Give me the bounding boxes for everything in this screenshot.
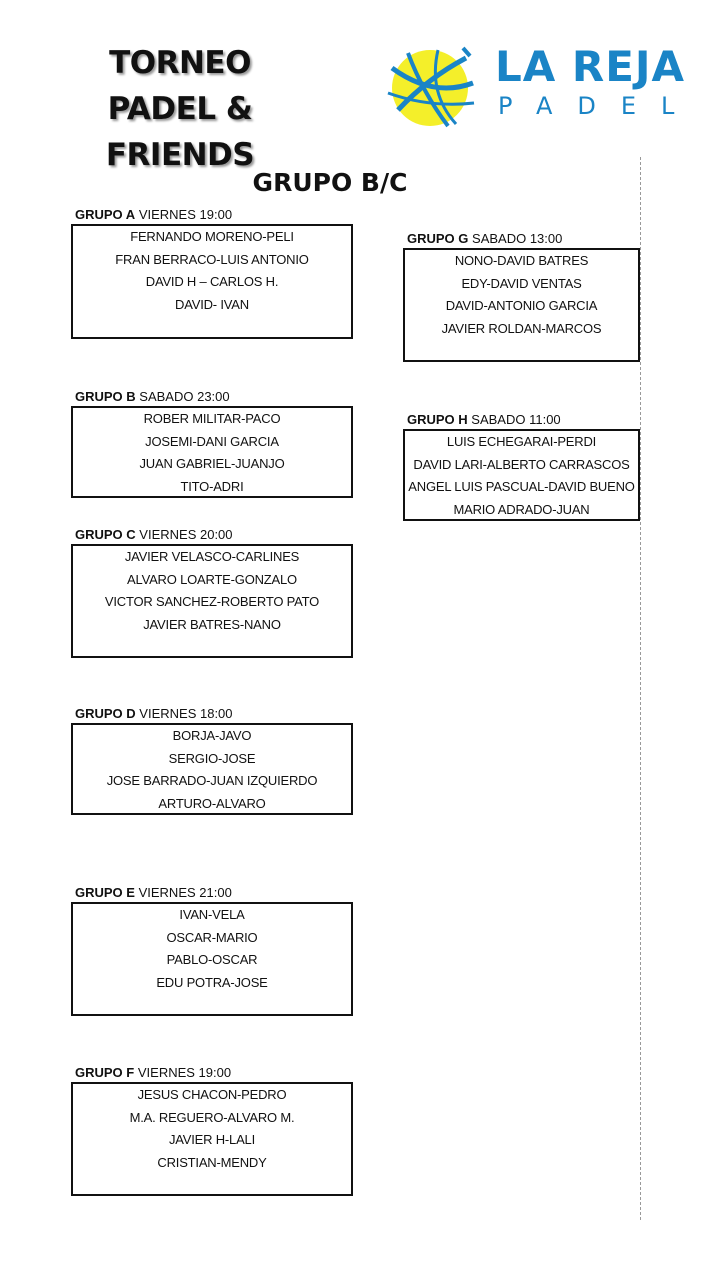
group-label [75,388,353,406]
pair: JESUS CHACON-PEDRO [137,1087,287,1102]
group-name: GRUPO E [75,885,135,900]
group-box [71,224,353,339]
group-label [75,526,353,544]
pair: JAVIER BATRES-NANO [143,616,281,632]
brand-subtitle: PADEL [498,92,700,120]
group-time: SABADO 13:00 [472,231,563,246]
group-time: VIERNES 18:00 [139,706,233,721]
group-time: VIERNES 20:00 [139,527,233,542]
pair: SERGIO-JOSE [168,750,256,766]
group-name: GRUPO H [407,412,468,427]
group-label [75,1064,353,1082]
brand-name: LA REJA [495,42,686,91]
pair: JAVIER VELASCO-CARLINES [124,549,300,564]
pair: CRISTIAN-MENDY [157,1154,267,1170]
group-d [71,705,353,815]
group-label [75,206,353,224]
group-f [71,1064,353,1196]
page-title: GRUPO B/C [252,168,408,197]
group-label [407,230,640,248]
pair: NONO-DAVID BATRES [454,253,589,268]
pair: JAVIER H-LALI [168,1132,256,1147]
pair: OSCAR-MARIO [166,929,258,945]
pair: DAVID LARI-ALBERTO CARRASCOS [413,456,630,472]
pair: TITO-ADRI [180,478,244,494]
group-e [71,884,353,1016]
group-label [75,884,353,902]
group-box [71,902,353,1016]
group-box [71,406,353,498]
pair: ANGEL LUIS PASCUAL-DAVID BUENO [408,479,635,494]
group-label [75,705,353,723]
pair: JAVIER ROLDAN-MARCOS [441,320,602,336]
group-c [71,526,353,658]
pair: ALVARO LOARTE-GONZALO [127,571,297,587]
pair: VICTOR SANCHEZ-ROBERTO PATO [104,594,320,609]
divider-dashed [640,157,641,1220]
pair: DAVID-ANTONIO GARCIA [445,298,598,313]
group-name: GRUPO C [75,527,136,542]
pair: ARTURO-ALVARO [158,795,266,811]
pair: FERNANDO MORENO-PELI [130,229,294,244]
group-name: GRUPO G [407,231,469,246]
group-box [71,544,353,658]
pair: EDY-DAVID VENTAS [461,275,582,291]
group-g [403,230,640,362]
pair: IVAN-VELA [179,907,245,922]
pair: FRAN BERRACO-LUIS ANTONIO [115,251,309,267]
group-box [71,1082,353,1196]
group-time: SABADO 23:00 [139,389,230,404]
pair: PABLO-OSCAR [166,952,258,967]
group-box [403,429,640,521]
tournament-title [30,40,330,178]
group-a [71,206,353,339]
pair: BORJA-JAVO [172,728,252,743]
group-time: VIERNES 19:00 [137,1065,232,1080]
pair: DAVID- IVAN [175,296,249,312]
title-line-2: PADEL & FRIENDS [105,91,255,173]
pair: JOSE BARRADO-JUAN IZQUIERDO [106,773,318,788]
group-box [403,248,640,362]
group-time: VIERNES 21:00 [138,885,232,900]
group-h [403,411,640,521]
group-b [71,388,353,498]
pair: JOSEMI-DANI GARCIA [145,433,279,449]
group-box [71,723,353,815]
group-name: GRUPO D [75,706,136,721]
pair: JUAN GABRIEL-JUANJO [139,456,285,471]
pair: DAVID H – CARLOS H. [145,274,279,289]
group-name: GRUPO A [75,207,136,222]
pair: ROBER MILITAR-PACO [143,411,281,426]
group-name: GRUPO B [75,389,136,404]
group-time: SABADO 11:00 [471,412,561,427]
group-time: VIERNES 19:00 [138,207,233,222]
pair: MARIO ADRADO-JUAN [453,501,590,517]
pair: LUIS ECHEGARAI-PERDI [446,434,597,449]
pair: M.A. REGUERO-ALVARO M. [129,1109,295,1125]
pair: EDU POTRA-JOSE [156,974,268,990]
title-line-1: TORNEO [109,45,251,81]
group-name: GRUPO F [75,1065,135,1080]
group-label [407,411,640,429]
